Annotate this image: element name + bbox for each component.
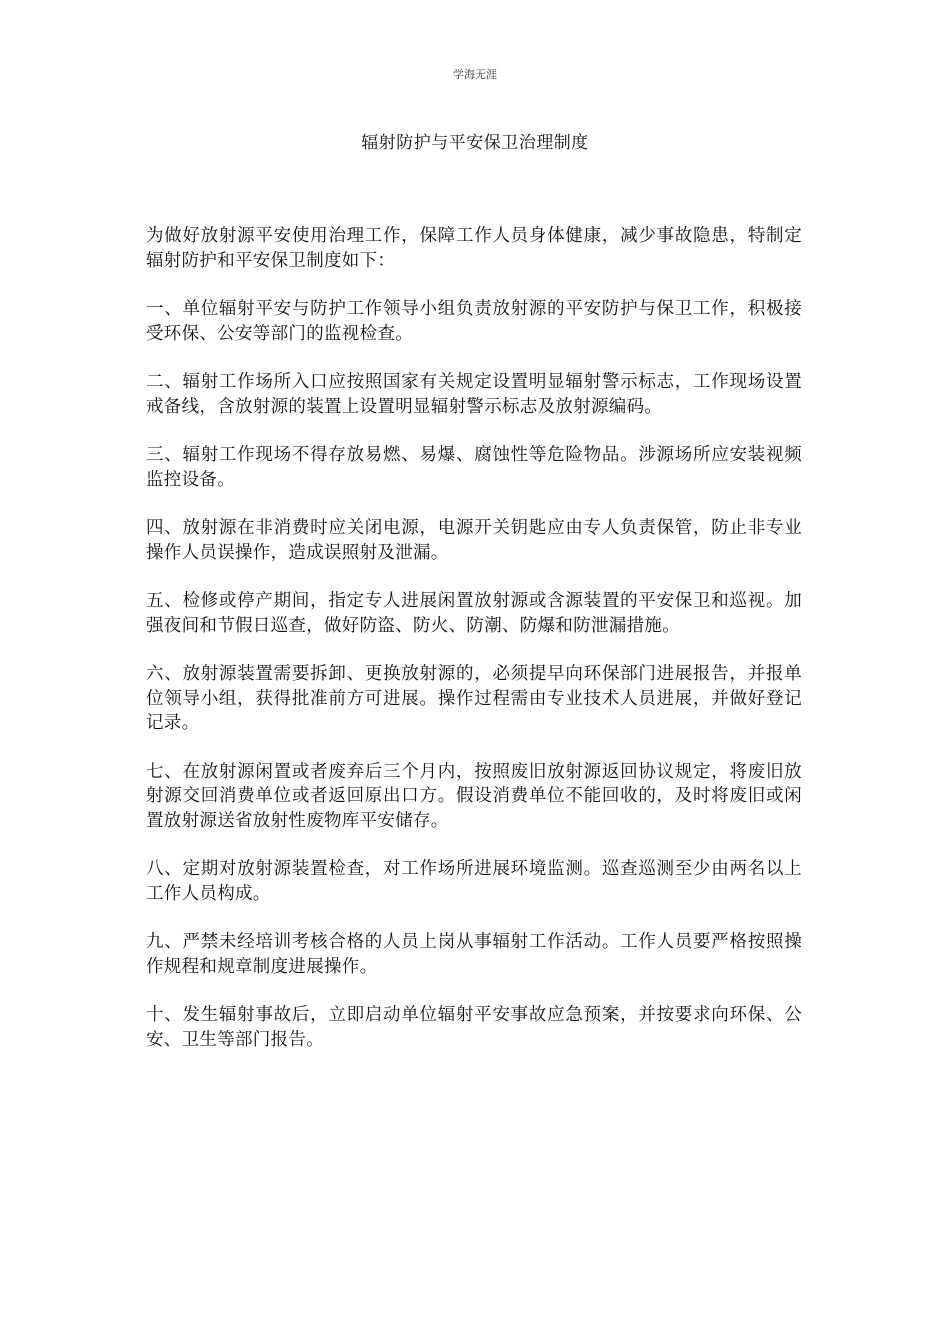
rule-paragraph-5: 五、检修或停产期间，指定专人进展闲置放射源或含源装置的平安保卫和巡视。加强夜间和节假日巡查，做好防盗、防火、防潮、防爆和防泄漏措施。 bbox=[146, 591, 802, 636]
rule-paragraph-2: 二、辐射工作场所入口应按照国家有关规定设置明显辐射警示标志，工作现场设置戒备线，含放射源的装置上设置明显辐射警示标志及放射源编码。 bbox=[146, 372, 802, 417]
rule-paragraph-6: 六、放射源装置需要拆卸、更换放射源的，必须提早向环保部门进展报告，并报单位领导小组，获得批准前方可进展。操作过程需由专业技术人员进展，并做好登记记录。 bbox=[146, 664, 802, 733]
rule-paragraph-4: 四、放射源在非消费时应关闭电源，电源开关钥匙应由专人负责保管，防止非专业操作人员误操作，造成误照射及泄漏。 bbox=[146, 518, 802, 563]
rule-paragraph-10: 十、发生辐射事故后，立即启动单位辐射平安事故应急预案，并按要求向环保、公安、卫生等部门报告。 bbox=[146, 1005, 802, 1050]
rule-paragraph-7: 七、在放射源闲置或者废弃后三个月内，按照废旧放射源返回协议规定，将废旧放射源交回消费单位或者返回原出口方。假设消费单位不能回收的，及时将废旧或闲置放射源送省放射性废物库平安储存。 bbox=[146, 761, 802, 831]
page-header: 学海无涯 bbox=[453, 68, 497, 81]
intro-paragraph: 为做好放射源平安使用治理工作，保障工作人员身体健康，减少事故隐患，特制定辐射防护和平安保卫制度如下： bbox=[146, 226, 802, 271]
document-body bbox=[146, 224, 802, 1076]
rule-paragraph-9: 九、严禁未经培训考核合格的人员上岗从事辐射工作活动。工作人员要严格按照操作规程和规章制度进展操作。 bbox=[146, 932, 802, 977]
rule-paragraph-8: 八、定期对放射源装置检查，对工作场所进展环境监测。巡查巡测至少由两名以上工作人员构成。 bbox=[146, 859, 802, 904]
document-title: 辐射防护与平安保卫治理制度 bbox=[361, 133, 589, 153]
rule-paragraph-3: 三、辐射工作现场不得存放易燃、易爆、腐蚀性等危险物品。涉源场所应安装视频监控设备。 bbox=[146, 445, 802, 490]
rule-paragraph-1: 一、单位辐射平安与防护工作领导小组负责放射源的平安防护与保卫工作，积极接受环保、公安等部门的监视检查。 bbox=[146, 299, 802, 344]
